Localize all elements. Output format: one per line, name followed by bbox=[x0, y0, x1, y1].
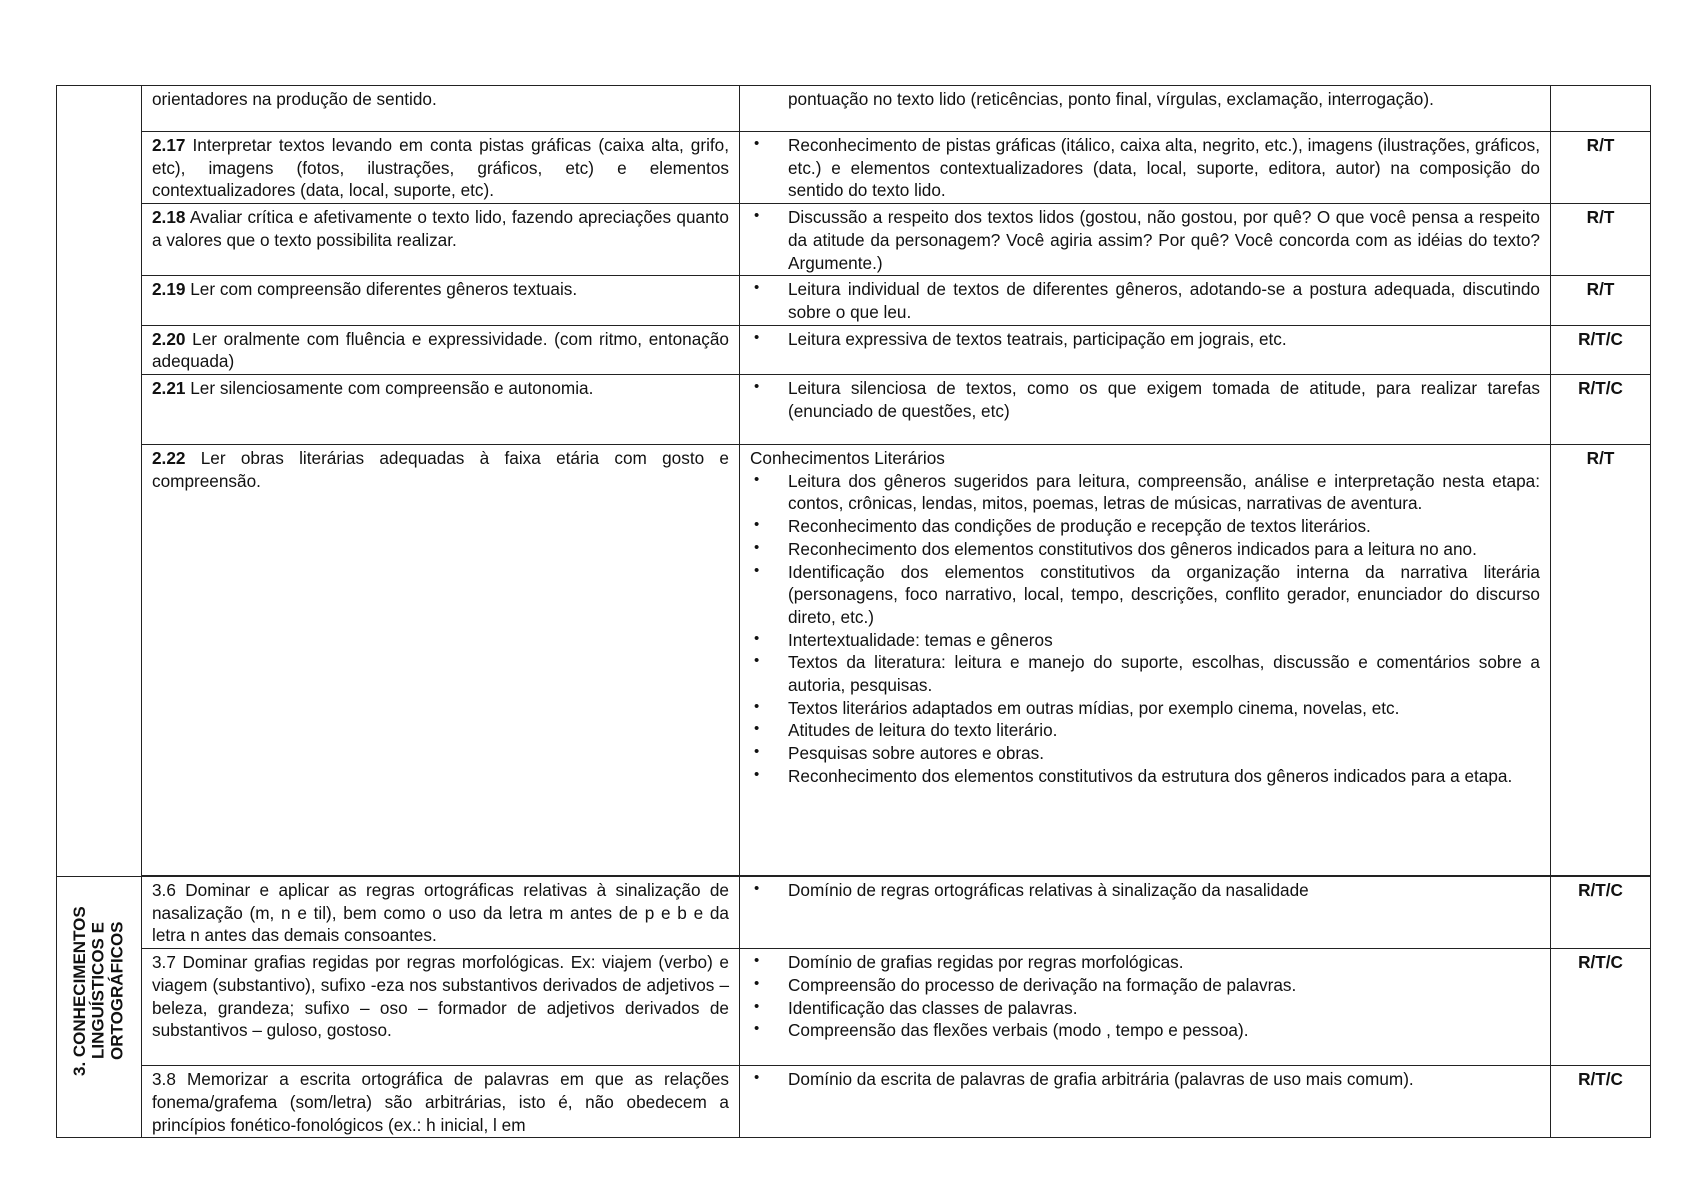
table-row bbox=[57, 204, 1651, 276]
content-cell bbox=[740, 375, 1551, 445]
content-heading: Conhecimentos Literários bbox=[750, 448, 945, 469]
code-cell: R/T bbox=[1551, 204, 1651, 276]
content-cell bbox=[740, 1066, 1551, 1138]
content-list bbox=[750, 879, 1540, 902]
code-cell: R/T/C bbox=[1551, 1066, 1651, 1138]
code-cell: R/T bbox=[1551, 132, 1651, 204]
table-row bbox=[57, 132, 1651, 204]
objective-cell: 2.17 Interpretar textos levando em conta pistas gráficas (caixa alta, grifo, etc), imagens (fotos, ilustrações, gráficos, etc) e elementos contextualizadores (data, local, suporte, etc). bbox=[142, 132, 740, 204]
content-continuation: pontuação no texto lido (reticências, ponto final, vírgulas, exclamação, interrogação). bbox=[788, 89, 1434, 109]
table-row bbox=[57, 877, 1651, 949]
table-row bbox=[57, 325, 1651, 374]
list-item: • Reconhecimento das condições de produção e recepção de textos literários. bbox=[750, 515, 1540, 538]
list-item: • Compreensão das flexões verbais (modo , tempo e pessoa). bbox=[750, 1019, 1540, 1042]
list-item: • Textos literários adaptados em outras mídias, por exemplo cinema, novelas, etc. bbox=[750, 697, 1540, 720]
content-list bbox=[750, 470, 1540, 788]
content-cell bbox=[740, 325, 1551, 374]
list-item: • Domínio de grafias regidas por regras morfológicas. bbox=[750, 951, 1540, 974]
content-list bbox=[750, 951, 1540, 1042]
content-list bbox=[750, 206, 1540, 274]
content-list bbox=[750, 328, 1540, 351]
table-row bbox=[57, 375, 1651, 445]
content-list bbox=[750, 1068, 1540, 1091]
objective-cell: orientadores na produção de sentido. bbox=[142, 86, 740, 132]
objective-cell: 2.21 Ler silenciosamente com compreensão e autonomia. bbox=[142, 375, 740, 445]
code-cell: R/T/C bbox=[1551, 949, 1651, 1066]
objective-cell: 2.18 Avaliar crítica e afetivamente o texto lido, fazendo apreciações quanto a valores que o texto possibilita realizar. bbox=[142, 204, 740, 276]
list-item: • Identificação dos elementos constitutivos da organização interna da narrativa literária (personagens, foco narrativo, local, tempo, descrições, conflito gerador, enunciador do discurso direto, etc.) bbox=[750, 561, 1540, 629]
table-row bbox=[57, 276, 1651, 325]
code-cell: R/T/C bbox=[1551, 877, 1651, 949]
table-row bbox=[57, 1066, 1651, 1138]
table-row bbox=[57, 86, 1651, 132]
objective-cell: 2.20 Ler oralmente com fluência e expressividade. (com ritmo, entonação adequada) bbox=[142, 325, 740, 374]
section-title: 3. CONHECIMENTOS LINGUÍSTICOS E ORTOGRÁFICOS bbox=[69, 906, 127, 1076]
list-item: • Reconhecimento dos elementos constitutivos da estrutura dos gêneros indicados para a etapa. bbox=[750, 765, 1540, 788]
list-item: • Leitura individual de textos de diferentes gêneros, adotando-se a postura adequada, discutindo sobre o que leu. bbox=[750, 278, 1540, 323]
list-item: • Leitura dos gêneros sugeridos para leitura, compreensão, análise e interpretação nesta etapa: contos, crônicas, lendas, mitos, poemas, letras de músicas, narrativas de aventura. bbox=[750, 470, 1540, 515]
list-item: • Reconhecimento dos elementos constitutivos dos gêneros indicados para a leitura no ano. bbox=[750, 538, 1540, 561]
list-item: • Discussão a respeito dos textos lidos (gostou, não gostou, por quê? O que você pensa a respeito da atitude da personagem? Você agiria assim? Por quê? Você concorda com as idéias do texto? Argumente.) bbox=[750, 206, 1540, 274]
objective-number: 2.22 bbox=[152, 448, 186, 469]
list-item: • Atitudes de leitura do texto literário. bbox=[750, 719, 1540, 742]
section-3-axis-cell bbox=[57, 877, 142, 1138]
table-row bbox=[57, 445, 1651, 876]
content-cell bbox=[740, 204, 1551, 276]
objective-cell: 2.19 Ler com compreensão diferentes gêneros textuais. bbox=[142, 276, 740, 325]
content-cell bbox=[740, 86, 1551, 132]
list-item: • Domínio de regras ortográficas relativas à sinalização da nasalidade bbox=[750, 879, 1540, 902]
content-list bbox=[750, 134, 1540, 202]
content-cell bbox=[740, 132, 1551, 204]
objective-number: 2.17 bbox=[152, 135, 186, 155]
list-item: • Domínio da escrita de palavras de grafia arbitrária (palavras de uso mais comum). bbox=[750, 1068, 1540, 1091]
list-item: • Leitura silenciosa de textos, como os que exigem tomada de atitude, para realizar tarefas (enunciado de questões, etc) bbox=[750, 377, 1540, 422]
content-list bbox=[750, 377, 1540, 422]
curriculum-table bbox=[56, 85, 1651, 1138]
content-cell bbox=[740, 877, 1551, 949]
code-cell bbox=[1551, 86, 1651, 132]
code-cell: R/T bbox=[1551, 276, 1651, 325]
content-cell bbox=[740, 276, 1551, 325]
table-row bbox=[57, 949, 1651, 1066]
section-2-axis-cell bbox=[57, 86, 142, 877]
objective-cell: 3.6 Dominar e aplicar as regras ortográficas relativas à sinalização de nasalização (m, n e til), bem como o uso da letra m antes de p e b e da letra n antes das demais consoantes. bbox=[142, 877, 740, 949]
objective-number: 2.18 bbox=[152, 207, 186, 228]
list-item: • Reconhecimento de pistas gráficas (itálico, caixa alta, negrito, etc.), imagens (ilustrações, gráficos, etc.) e elementos contextualizadores (data, local, suporte, editora, autor) na composição do sentido do texto lido. bbox=[750, 134, 1540, 202]
list-item: • Pesquisas sobre autores e obras. bbox=[750, 742, 1540, 765]
code-cell: R/T/C bbox=[1551, 375, 1651, 445]
code-cell: R/T bbox=[1551, 445, 1651, 876]
objective-cell: 3.7 Dominar grafias regidas por regras morfológicas. Ex: viajem (verbo) e viagem (substantivo), sufixo -eza nos substantivos derivados de adjetivos – beleza, grandeza; sufixo – oso – formador de adjetivos derivados de substantivos – guloso, gostoso. bbox=[142, 949, 740, 1066]
objective-cell: 2.22 Ler obras literárias adequadas à faixa etária com gosto e compreensão. bbox=[142, 445, 740, 876]
content-cell bbox=[740, 949, 1551, 1066]
content-list bbox=[750, 278, 1540, 323]
content-cell bbox=[740, 445, 1551, 876]
objective-cell: 3.8 Memorizar a escrita ortográfica de palavras em que as relações fonema/grafema (som/letra) são arbitrárias, isto é, não obedecem a princípios fonético-fonológicos (ex.: h inicial, l em bbox=[142, 1066, 740, 1138]
code-cell: R/T/C bbox=[1551, 325, 1651, 374]
objective-number: 2.19 bbox=[152, 279, 186, 300]
objective-number: 2.21 bbox=[152, 378, 186, 399]
list-item: • Textos da literatura: leitura e manejo do suporte, escolhas, discussão e comentários sobre a autoria, pesquisas. bbox=[750, 651, 1540, 696]
list-item: • Compreensão do processo de derivação na formação de palavras. bbox=[750, 974, 1540, 997]
objective-number: 2.20 bbox=[152, 328, 186, 349]
list-item: • Intertextualidade: temas e gêneros bbox=[750, 629, 1540, 652]
list-item: • Leitura expressiva de textos teatrais, participação em jograis, etc. bbox=[750, 328, 1540, 351]
list-item: • Identificação das classes de palavras. bbox=[750, 997, 1540, 1020]
